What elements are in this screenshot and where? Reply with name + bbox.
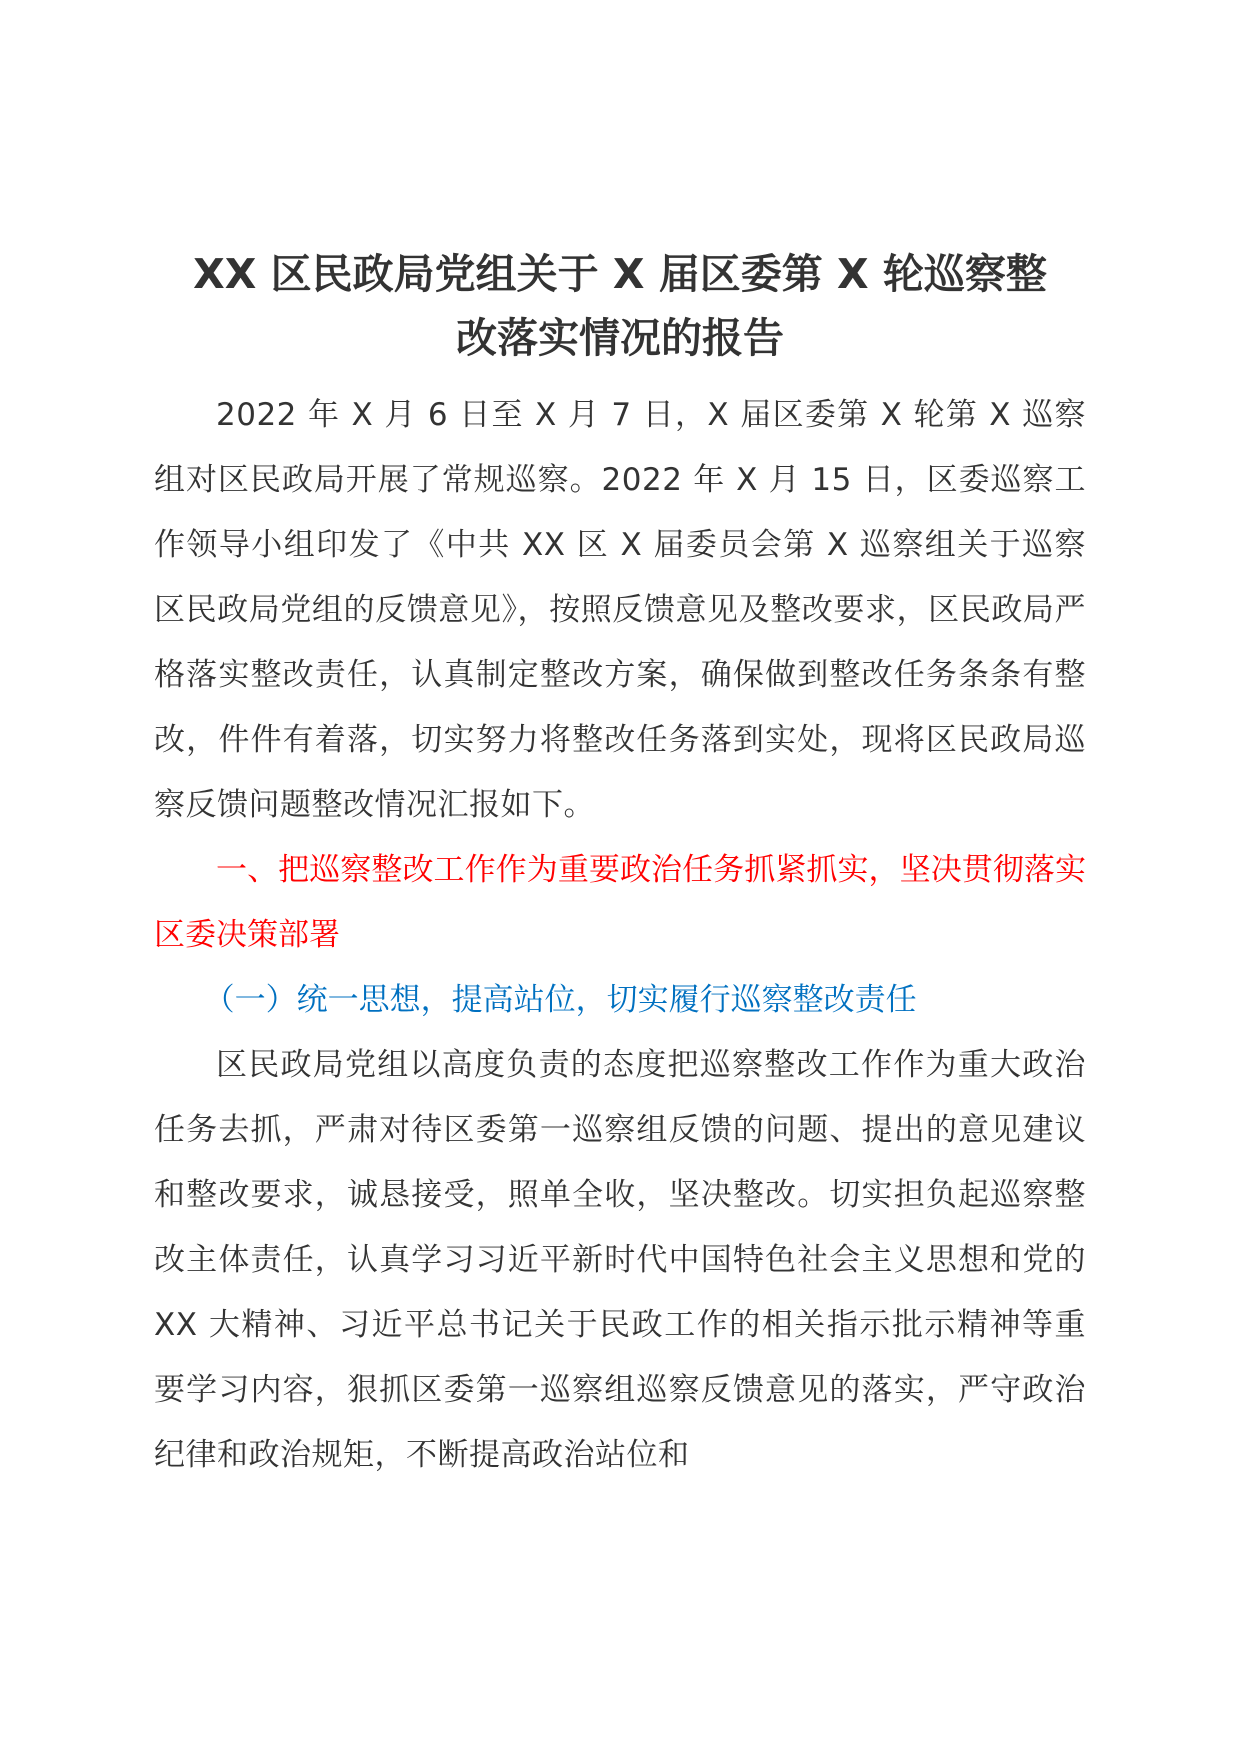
subsection-heading-1: （一）统一思想，提高站位，切实履行巡察整改责任 — [203, 982, 917, 1018]
section-heading-1: 一、把巡察整改工作作为重要政治任务抓紧抓实，坚决贯彻落实区委决策部署 — [154, 852, 1086, 953]
body-paragraph-2: 区民政局党组以高度负责的态度把巡察整改工作作为重大政治任务去抓，严肃对待区委第一巡察组反馈的问题、提出的意见建议和整改要求，诚恳接受，照单全收，坚决整改。切实担负起巡察整改主体责任，认真学习习近平新时代中国特色社会主义思想和党的 XX 大精神、习近平总书记关于民政工作的相关指示批示精神等重要学习内容，狠抓区委第一巡察组巡察反馈意见的落实，严守政治纪律和政治规矩，不断提高政治站位和 — [154, 1047, 1086, 1473]
title-line-1: XX 区民政局党组关于 X 届区委第 X 轮巡察整 — [193, 250, 1047, 298]
document-body — [154, 242, 1086, 1488]
title-line-2: 改落实情况的报告 — [456, 314, 784, 362]
document-title — [154, 242, 1086, 370]
intro-paragraph: 2022 年 X 月 6 日至 X 月 7 日，X 届区委第 X 轮第 X 巡察组对区民政局开展了常规巡察。2022 年 X 月 15 日，区委巡察工作领导小组印发了《中共 XX 区 X 届委员会第 X 巡察组关于巡察区民政局党组的反馈意见》，按照反馈意见及整改要求，区民政局严格落实整改责任，认真制定整改方案，确保做到整改任务条条有整改，件件有着落，切实努力将整改任务落到实处，现将区民政局巡察反馈问题整改情况汇报如下。 — [154, 397, 1086, 823]
